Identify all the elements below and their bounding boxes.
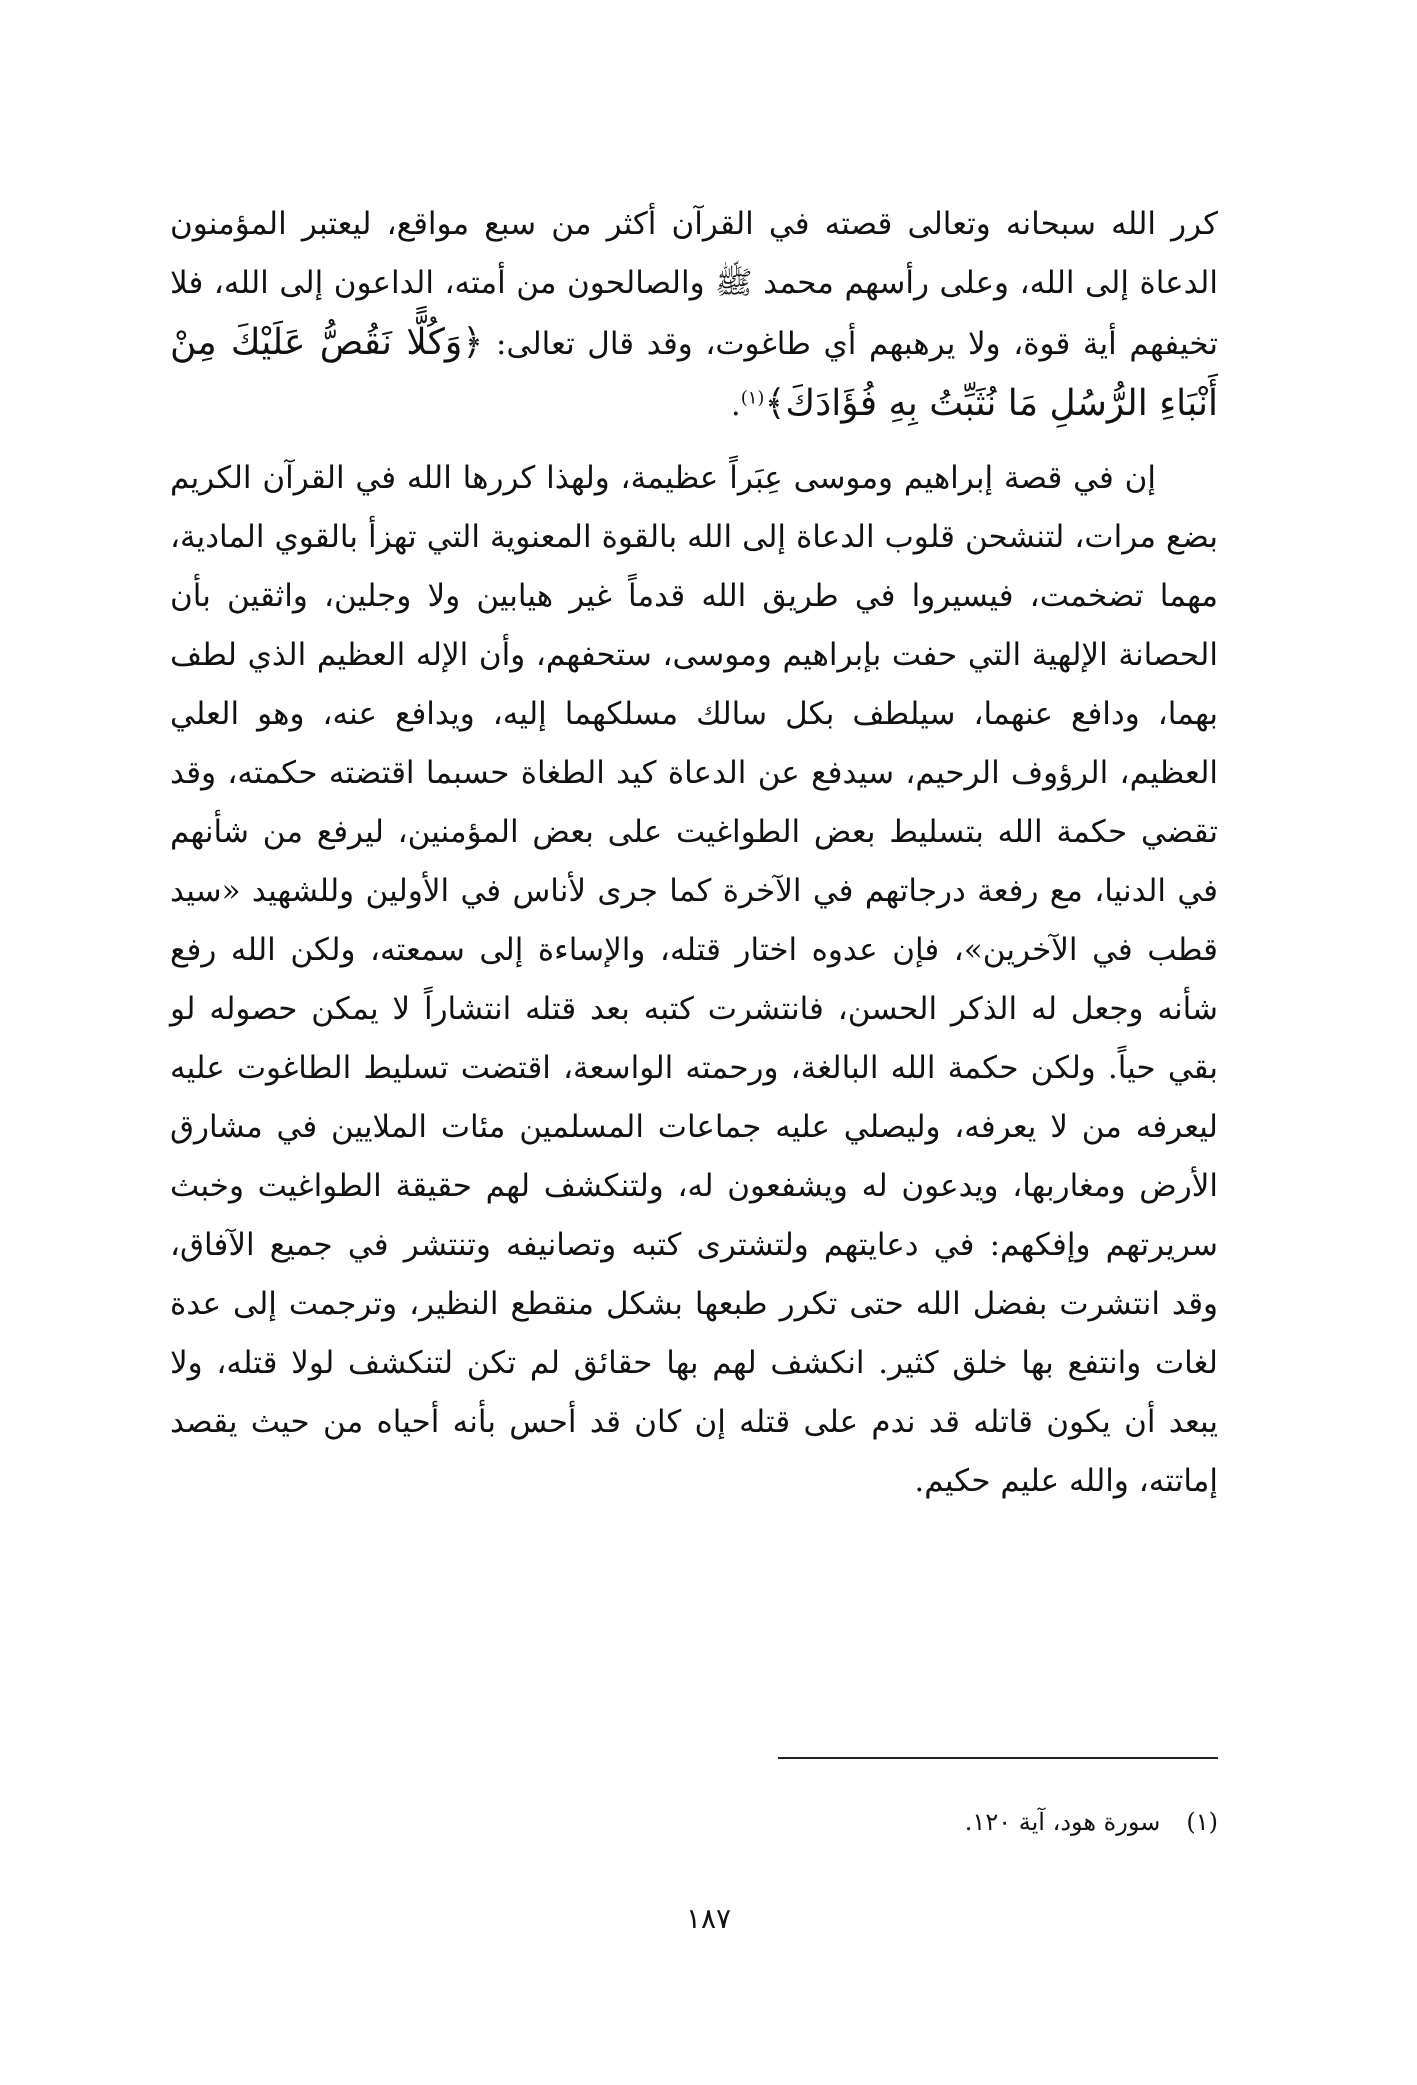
footnote-separator [778, 1757, 1218, 1759]
footnote-number: (١) [1186, 1808, 1218, 1836]
paragraph-1 [170, 195, 1218, 435]
paragraph-1-text: كرر الله سبحانه وتعالى قصته في القرآن أكثر من سبع مواقع، ليعتبر المؤمنون الدعاة إلى الله، وعلى رأسهم محمد ﷺ والصالحون من أمته، الداعون إلى الله، فلا تخيفهم أية قوة، ولا يرهبهم أي طاغوت، وقد قال تعالى: [170, 206, 1218, 362]
quran-verse: ﴿وَكُلًّا نَقُصُّ عَلَيْكَ مِنْ أَنْبَاءِ الرُّسُلِ مَا نُثَبِّتُ بِهِ فُؤَادَكَ﴾ [170, 322, 1218, 424]
paragraph-2: إن في قصة إبراهيم وموسى عِبَراً عظيمة، ولهذا كررها الله في القرآن الكريم بضع مرات، لتنشحن قلوب الدعاة إلى الله بالقوة المعنوية التي تهزأ بالقوي المادية، مهما تضخمت، فيسيروا في طريق الله قدماً غير هيابين ولا وجلين، واثقين بأن الحصانة الإلهية التي حفت بإبراهيم وموسى، ستحفهم، وأن الإله العظيم الذي لطف بهما، ودافع عنهما، سيلطف بكل سالك مسلكهما إليه، ويدافع عنه، وهو العلي العظيم، الرؤوف الرحيم، سيدفع عن الدعاة كيد الطغاة حسبما اقتضته حكمته، وقد تقضي حكمة الله بتسليط بعض الطواغيت على بعض المؤمنين، ليرفع من شأنهم في الدنيا، مع رفعة درجاتهم في الآخرة كما جرى لأناس في الأولين وللشهيد «سيد قطب في الآخرين»، فإن عدوه اختار قتله، والإساءة إلى سمعته، ولكن الله رفع شأنه وجعل له الذكر الحسن، فانتشرت كتبه بعد قتله انتشاراً لا يمكن حصوله لو بقي حياً. ولكن حكمة الله البالغة، ورحمته الواسعة، اقتضت تسليط الطاغوت عليه ليعرفه من لا يعرفه، وليصلي عليه جماعات المسلمين مئات الملايين في مشارق الأرض ومغاربها، ويدعون له ويشفعون له، ولتنكشف لهم حقيقة الطواغيت وخبث سريرتهم وإفكهم: في دعايتهم ولتشترى كتبه وتصانيفه وتنتشر في جميع الآفاق، وقد انتشرت بفضل الله حتى تكرر طبعها بشكل منقطع النظير، وترجمت إلى عدة لغات وانتفع بها خلق كثير. انكشف لهم بها حقائق لم تكن لتنكشف لولا قتله، ولا يبعد أن يكون قاتله قد ندم على قتله إن كان قد أحس بأنه أحياه من حيث يقصد إماتته، والله عليم حكيم. [170, 460, 1218, 1499]
paragraph-1-end: . [730, 387, 741, 423]
main-text-block [170, 195, 1218, 1511]
footnote [760, 1805, 1218, 1839]
footnote-text: سورة هود، آية ١٢٠. [964, 1808, 1161, 1836]
page-number: ١٨٧ [685, 1902, 732, 1935]
footnote-reference: (١) [740, 387, 765, 409]
